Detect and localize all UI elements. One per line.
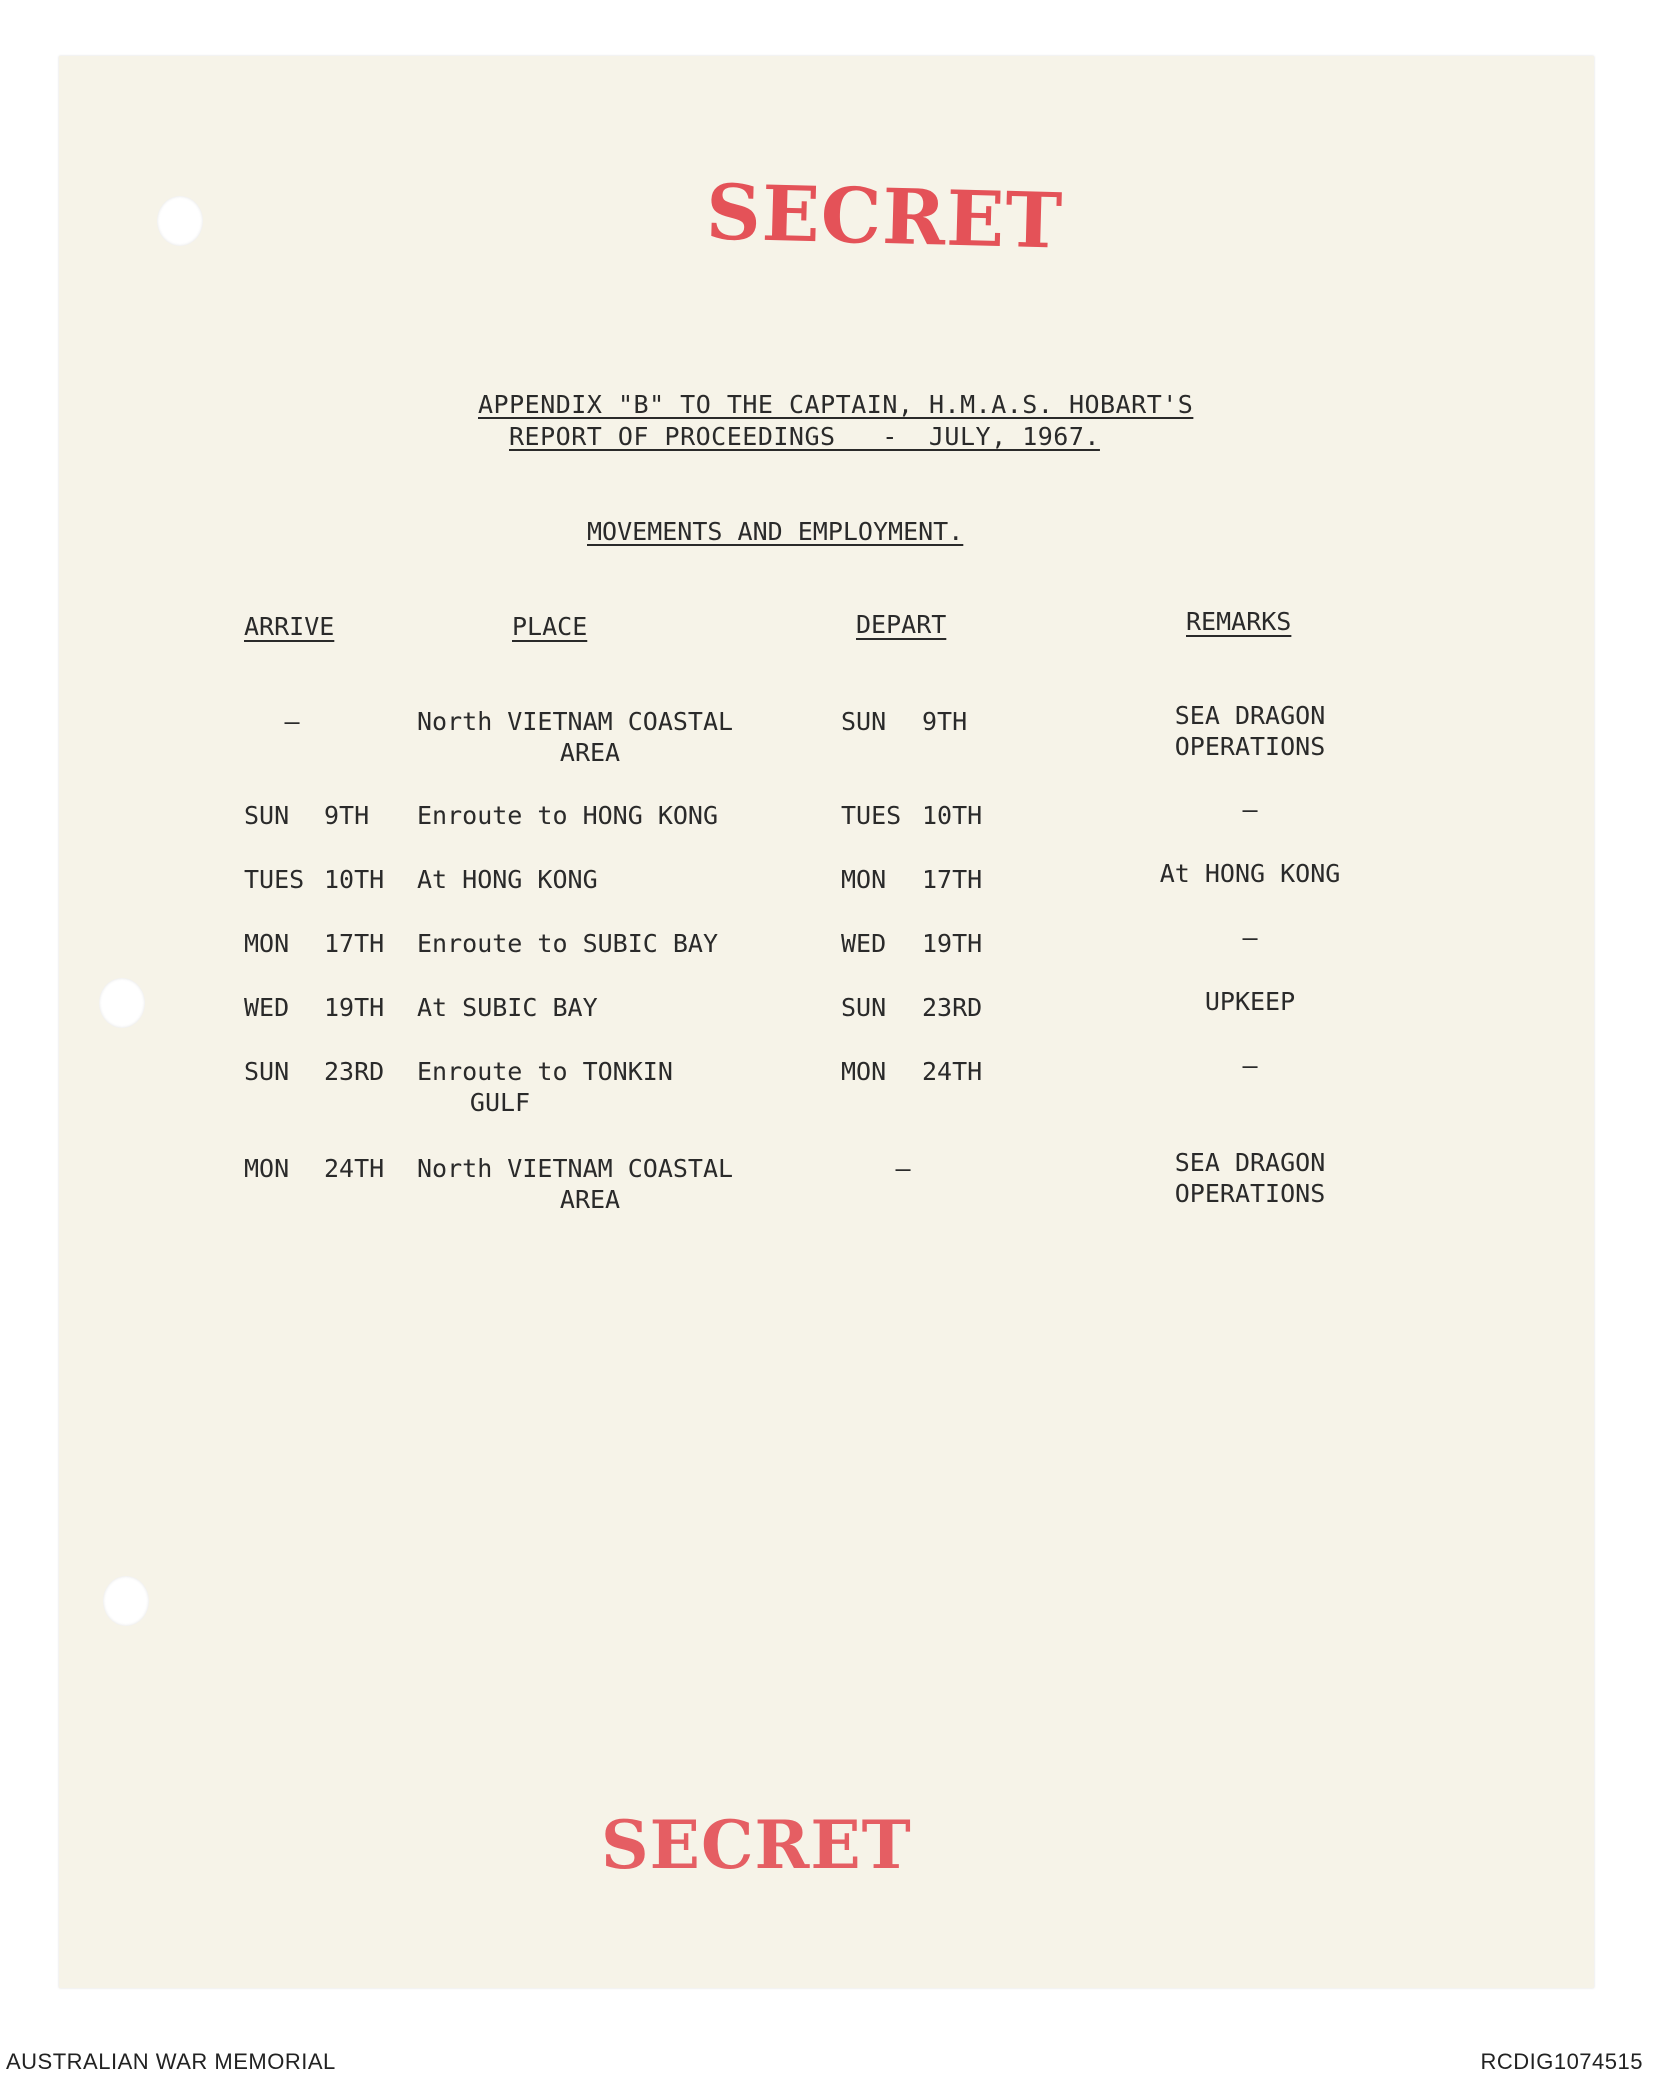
depart-date: 9TH: [922, 707, 968, 736]
archive-reference: RCDIG1074515: [1480, 2049, 1643, 2074]
remarks-line: OPERATIONS: [1174, 732, 1326, 761]
place-line: Enroute to HONG KONG: [417, 801, 719, 830]
place-line: AREA: [559, 738, 621, 767]
remarks-line: —: [1242, 795, 1258, 824]
remarks-line: SEA DRAGON: [1174, 1148, 1326, 1177]
punch-hole-top: [157, 196, 203, 246]
arrive-day: TUES: [244, 865, 305, 894]
place-line: GULF: [469, 1088, 531, 1117]
place-line: At HONG KONG: [417, 865, 598, 894]
arrive-date: 10TH: [324, 865, 385, 894]
depart-day: MON: [841, 865, 887, 894]
column-header-depart: DEPART: [856, 610, 947, 639]
remarks-line: —: [1242, 923, 1258, 952]
arrive-date: 23RD: [324, 1057, 385, 1086]
remarks-line: OPERATIONS: [1174, 1179, 1326, 1208]
arrive-date: 17TH: [324, 929, 385, 958]
depart-day: —: [895, 1154, 911, 1183]
depart-day: SUN: [841, 707, 887, 736]
remarks-line: —: [1242, 1051, 1258, 1080]
archive-credit: AUSTRALIAN WAR MEMORIAL: [6, 2049, 336, 2074]
column-header-arrive: ARRIVE: [244, 612, 335, 641]
secret-stamp-top: SECRET: [704, 167, 1065, 266]
depart-day: WED: [841, 929, 887, 958]
depart-date: 23RD: [922, 993, 983, 1022]
arrive-date: 9TH: [324, 801, 370, 830]
arrive-day: SUN: [244, 801, 290, 830]
arrive-day: WED: [244, 993, 290, 1022]
column-header-remarks: REMARKS: [1186, 607, 1292, 636]
remarks-line: UPKEEP: [1204, 987, 1296, 1016]
place-line: North VIETNAM COASTAL: [417, 1154, 734, 1183]
depart-date: 19TH: [922, 929, 983, 958]
document-page: [59, 56, 1594, 1988]
depart-day: TUES: [841, 801, 902, 830]
arrive-day: —: [284, 707, 300, 736]
place-line: Enroute to TONKIN: [417, 1057, 673, 1086]
arrive-day: SUN: [244, 1057, 290, 1086]
document-title-line-1: APPENDIX "B" TO THE CAPTAIN, H.M.A.S. HOBART'S: [478, 390, 1194, 419]
depart-date: 24TH: [922, 1057, 983, 1086]
arrive-day: MON: [244, 1154, 290, 1183]
remarks-line: SEA DRAGON: [1174, 701, 1326, 730]
depart-day: MON: [841, 1057, 887, 1086]
place-line: AREA: [559, 1185, 621, 1214]
secret-stamp-bottom: SECRET: [601, 1806, 912, 1884]
punch-hole-bottom: [103, 1576, 149, 1626]
column-header-place: PLACE: [512, 612, 588, 641]
depart-date: 17TH: [922, 865, 983, 894]
depart-date: 10TH: [922, 801, 983, 830]
remarks-line: At HONG KONG: [1159, 859, 1341, 888]
section-heading: MOVEMENTS AND EMPLOYMENT.: [587, 517, 964, 546]
arrive-day: MON: [244, 929, 290, 958]
place-line: At SUBIC BAY: [417, 993, 598, 1022]
punch-hole-middle: [99, 978, 145, 1028]
place-line: North VIETNAM COASTAL: [417, 707, 734, 736]
arrive-date: 24TH: [324, 1154, 385, 1183]
arrive-date: 19TH: [324, 993, 385, 1022]
document-title-line-2: REPORT OF PROCEEDINGS - JULY, 1967.: [509, 422, 1100, 451]
depart-day: SUN: [841, 993, 887, 1022]
place-line: Enroute to SUBIC BAY: [417, 929, 719, 958]
